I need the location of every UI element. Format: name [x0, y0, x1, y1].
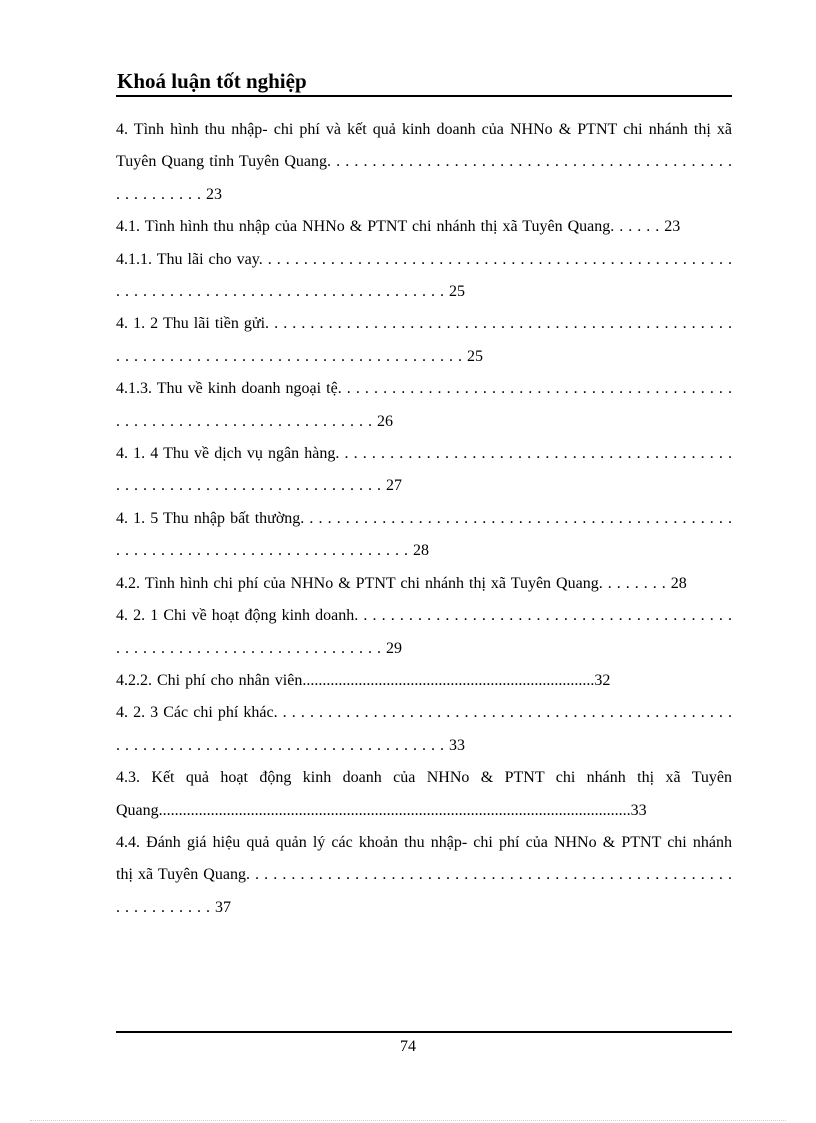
page-bottom-divider — [30, 1120, 786, 1121]
toc-entry: 4.1.1. Thu lãi cho vay. . . . . . . . . . . . . . . . . . . . . . . . . . . . . . . . . . . . . . . . . . . . . . . . . . . . . . . . . . . . . . . . . . . . . . . . . . . . . . . . . . . . . . . . . . 25 — [116, 250, 732, 301]
toc-entry: 4. 2. 1 Chi về hoạt động kinh doanh. . . . . . . . . . . . . . . . . . . . . . . . . . . . . . . . . . . . . . . . . . . . . . . . . . . . . . . . . . . . . . . . . . . . . . . . 29 — [116, 607, 732, 657]
toc-entry: 4.1.3. Thu về kinh doanh ngoại tệ. . . . . . . . . . . . . . . . . . . . . . . . . . . . . . . . . . . . . . . . . . . . . . . . . . . . . . . . . . . . . . . . . . . . . . . . . 26 — [116, 380, 732, 430]
toc-entry: 4. 1. 4 Thu về dịch vụ ngân hàng. . . . . . . . . . . . . . . . . . . . . . . . . . . . . . . . . . . . . . . . . . . . . . . . . . . . . . . . . . . . . . . . . . . . . . . . . . 27 — [116, 445, 732, 495]
page-header-title: Khoá luận tốt nghiệp — [117, 69, 307, 93]
toc-entry: 4.2. Tình hình chi phí của NHNo & PTNT chi nhánh thị xã Tuyên Quang. . . . . . . . 28 — [116, 574, 687, 592]
footer-rule — [116, 1031, 732, 1033]
toc-entry: 4.2.2. Chi phí cho nhân viên.........................................................................32 — [116, 671, 611, 689]
toc-entry: 4. Tình hình thu nhập- chi phí và kết quả kinh doanh của NHNo & PTNT chi nhánh thị xã Tuyên Quang tỉnh Tuyên Quang. . . . . . . . . . . . . . . . . . . . . . . . . . . . . . . . . . . . . . . . . . . . . . . . . . . . . . . 23 — [116, 121, 732, 203]
toc-entry: 4. 1. 2 Thu lãi tiền gửi. . . . . . . . . . . . . . . . . . . . . . . . . . . . . . . . . . . . . . . . . . . . . . . . . . . . . . . . . . . . . . . . . . . . . . . . . . . . . . . . . . . . . . . . . . . 25 — [116, 315, 732, 365]
toc-entry: 4. 1. 5 Thu nhập bất thường. . . . . . . . . . . . . . . . . . . . . . . . . . . . . . . . . . . . . . . . . . . . . . . . . . . . . . . . . . . . . . . . . . . . . . . . . . . . . . . . . 28 — [116, 509, 732, 560]
toc-entry: 4.1. Tình hình thu nhập của NHNo & PTNT chi nhánh thị xã Tuyên Quang. . . . . . 23 — [116, 218, 681, 236]
page-number: 74 — [400, 1038, 416, 1055]
table-of-contents — [116, 114, 732, 924]
toc-entry: 4. 2. 3 Các chi phí khác. . . . . . . . . . . . . . . . . . . . . . . . . . . . . . . . . . . . . . . . . . . . . . . . . . . . . . . . . . . . . . . . . . . . . . . . . . . . . . . . . . . . . . . . 33 — [116, 704, 732, 754]
toc-entry: 4.3. Kết quả hoạt động kinh doanh của NHNo & PTNT chi nhánh thị xã Tuyên Quang......................................................................................................................33 — [116, 769, 732, 819]
header-rule — [116, 95, 732, 97]
toc-entry: 4.4. Đánh giá hiệu quả quản lý các khoản thu nhập- chi phí của NHNo & PTNT chi nhánh thị xã Tuyên Quang. . . . . . . . . . . . . . . . . . . . . . . . . . . . . . . . . . . . . . . . . . . . . . . . . . . . . . . . . . . . . . . . . 37 — [116, 833, 732, 916]
